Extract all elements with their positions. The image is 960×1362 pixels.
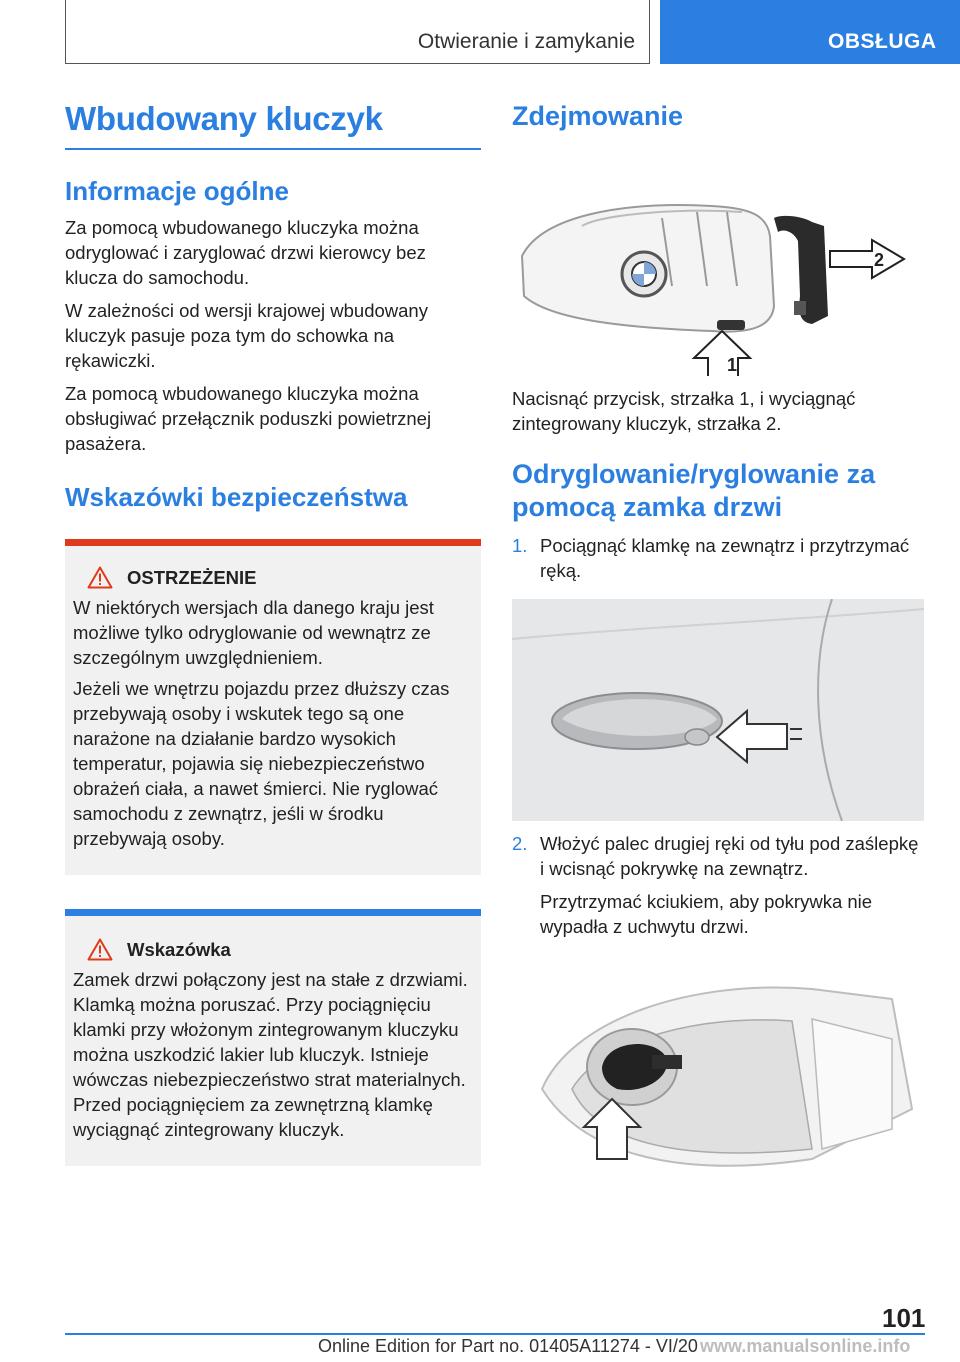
header-chapter-label: OBSŁUGA xyxy=(828,30,937,53)
step-text: Pociągnąć klamkę na zewnątrz i przytrzymać ręką. xyxy=(540,535,910,582)
note-label: Wskazówka xyxy=(127,938,231,960)
steps-list xyxy=(512,533,924,583)
watermark: www.manualsonline.info xyxy=(700,1336,911,1356)
unlock-heading: Odryglowanie/ryglowanie za pomocą zamka drzwi xyxy=(512,459,876,522)
note-header xyxy=(73,938,473,961)
right-column xyxy=(512,100,924,1189)
info-paragraph-1: Za pomocą wbudowanego kluczyka można odryglować i zaryglować drzwi kierowcy bez klucza do samochodu. xyxy=(65,217,426,289)
header-section-title: Otwieranie i zamykanie xyxy=(417,30,635,53)
page-title: Wbudowany kluczyk xyxy=(65,100,383,137)
page-header xyxy=(0,0,960,66)
step-item xyxy=(512,533,924,583)
figure-label-1: 1 xyxy=(727,355,738,376)
footer-edition: Online Edition for Part no. 01405A11274 - VI/20 xyxy=(318,1336,698,1356)
left-column xyxy=(65,100,481,1166)
info-paragraph-3: Za pomocą wbudowanego kluczyka można obsługiwać przełącznik poduszki powietrznej pasażera. xyxy=(65,383,432,455)
info-heading: Informacje ogólne xyxy=(65,176,289,206)
note-box xyxy=(65,909,481,1166)
steps-list-continued xyxy=(512,831,924,881)
info-paragraph-2: W zależności od wersji krajowej wbudowany kluczyk pasuje poza tym do schowka na rękawiczki. xyxy=(65,300,428,372)
car-key-image xyxy=(512,146,924,376)
footer-divider xyxy=(65,1333,925,1335)
warning-paragraph-2: Jeżeli we wnętrzu pojazdu przez dłuższy czas przebywają osoby i wskutek tego są one narażone na działanie bardzo wysokich temperatur, pojawia się niebezpieczeństwo obrażeń ciała, a nawet śmierci. Nie ryglować samochodu z zewnątrz, jeśli w środku przebywają osoby. xyxy=(73,678,450,850)
warning-header xyxy=(73,566,473,589)
header-section-box xyxy=(65,0,650,64)
caution-triangle-icon xyxy=(87,938,113,961)
warning-box xyxy=(65,539,481,875)
step-item xyxy=(512,831,924,881)
door-handle-image xyxy=(512,599,924,821)
remove-caption: Nacisnąć przycisk, strzałka 1, i wyciągnąć zintegrowany kluczyk, strzałka 2. xyxy=(512,388,856,435)
key-removal-illustration xyxy=(512,146,924,376)
lock-cover-illustration xyxy=(512,959,924,1189)
door-handle-illustration xyxy=(512,599,924,821)
note-paragraph-1: Zamek drzwi połączony jest na stałe z drzwiami. Klamką można poruszać. Przy pociągnięciu klamki przy włożonym zintegrowanym kluczyku można uszkodzić lakier lub kluczyk. Istnieje wówczas niebezpieczeństwo strat materialnych. Przed pociągnięciem za zewnętrzną klamkę wyciągnąć zintegrowany kluczyk. xyxy=(73,969,468,1141)
step-text: Włożyć palec drugiej ręki od tyłu pod zaślepkę i wcisnąć pokrywkę na zewnątrz. xyxy=(540,833,919,880)
title-divider xyxy=(65,148,481,150)
page-number: 101 xyxy=(882,1303,926,1333)
step2-note: Przytrzymać kciukiem, aby pokrywka nie wypadła z uchwytu drzwi. xyxy=(540,891,873,938)
warning-label: OSTRZEŻENIE xyxy=(127,566,257,588)
step-number: 1. xyxy=(512,535,528,557)
safety-heading: Wskazówki bezpieczeństwa xyxy=(65,482,408,513)
figure-label-2: 2 xyxy=(874,250,885,271)
warning-paragraph-1: W niektórych wersjach dla danego kraju jest możliwe tylko odryglowanie od wewnątrz ze szczególnym uwzględnieniem. xyxy=(73,597,434,669)
remove-heading: Zdejmowanie xyxy=(512,101,684,131)
header-chapter-tab xyxy=(660,0,960,64)
step-number: 2. xyxy=(512,833,528,855)
lock-cover-image xyxy=(512,959,924,1189)
warning-triangle-icon xyxy=(87,566,113,589)
